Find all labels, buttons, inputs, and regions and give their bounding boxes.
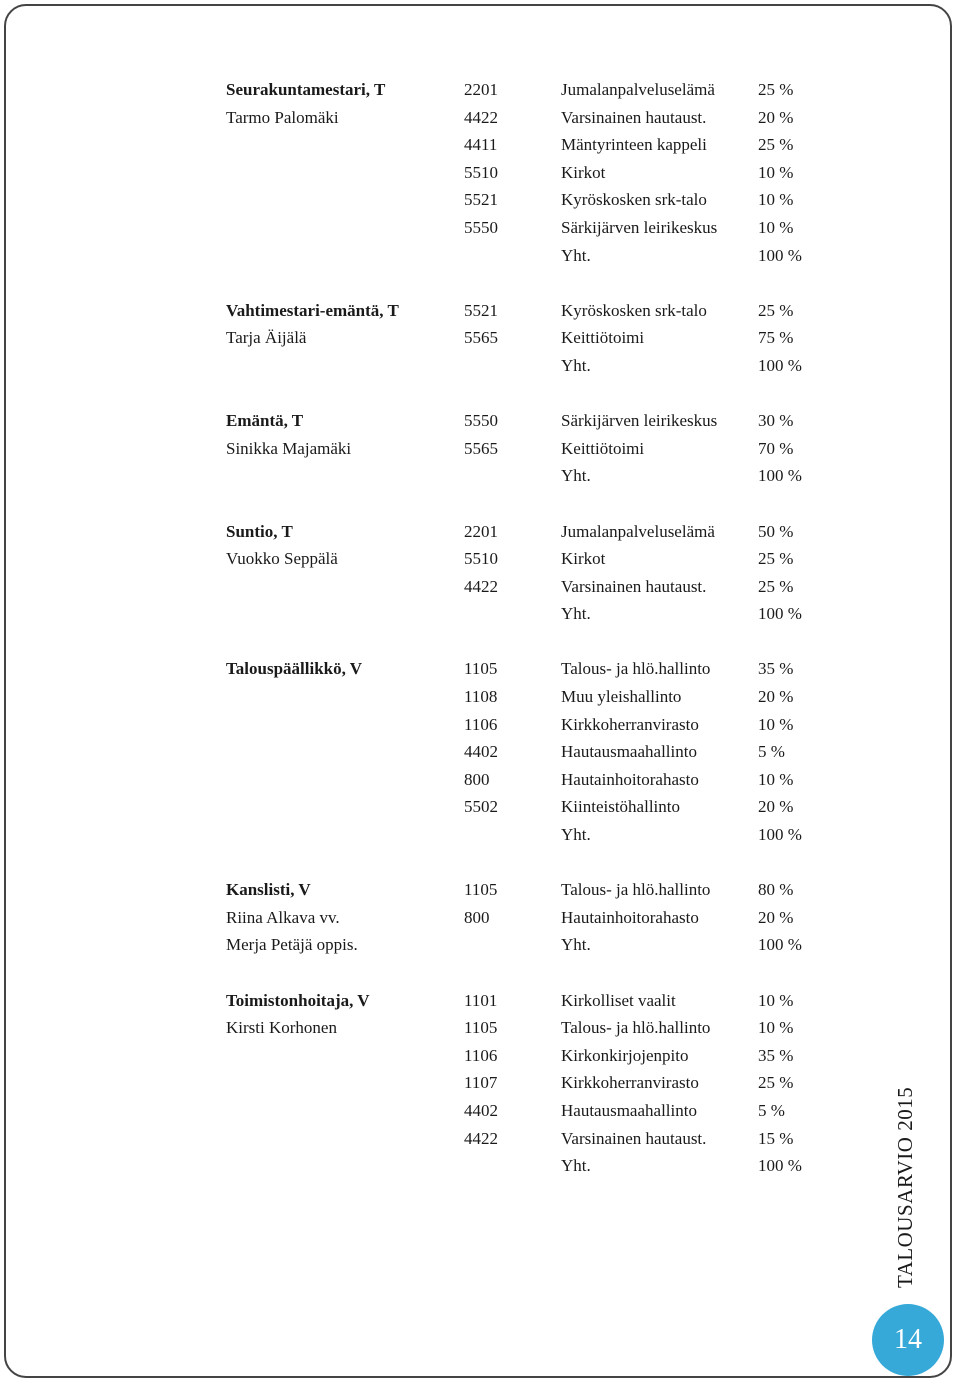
percentage-cell: 35 % bbox=[758, 1045, 794, 1065]
description-cell: Hautausmaahallinto bbox=[561, 1100, 697, 1120]
staff-allocation-table bbox=[226, 76, 866, 1207]
percentage-cell: 20 % bbox=[758, 687, 794, 707]
employee-cell: Kirsti Korhonen bbox=[226, 1018, 337, 1038]
description-cell: Yht. bbox=[561, 1156, 591, 1176]
percentage-cell: 10 % bbox=[758, 217, 794, 237]
table-row bbox=[226, 683, 866, 711]
description-cell: Jumalanpalveluselämä bbox=[561, 80, 715, 99]
percentage-cell: 20 % bbox=[758, 797, 794, 817]
table-row bbox=[226, 793, 866, 821]
account-code-cell: 5550 bbox=[464, 411, 498, 431]
percentage-cell: 100 % bbox=[758, 604, 802, 624]
description-cell: Kirkot bbox=[561, 162, 606, 182]
description-cell: Talous- ja hlö.hallinto bbox=[561, 659, 711, 679]
description-cell: Kyröskosken srk-talo bbox=[561, 190, 707, 210]
description-cell: Hautainhoitorahasto bbox=[561, 769, 699, 789]
description-cell: Kyröskosken srk-talo bbox=[561, 300, 707, 320]
percentage-cell: 25 % bbox=[758, 1073, 794, 1093]
table-row bbox=[226, 435, 866, 463]
account-code-cell: 4402 bbox=[464, 742, 498, 762]
table-row bbox=[226, 766, 866, 794]
percentage-cell: 10 % bbox=[758, 714, 794, 734]
percentage-cell: 10 % bbox=[758, 990, 794, 1010]
percentage-cell: 5 % bbox=[758, 742, 785, 762]
table-row bbox=[226, 1097, 866, 1125]
percentage-cell: 5 % bbox=[758, 1100, 785, 1120]
percentage-cell: 80 % bbox=[758, 880, 794, 900]
table-row bbox=[226, 518, 866, 546]
table-row bbox=[226, 987, 866, 1015]
percentage-cell: 50 % bbox=[758, 521, 794, 541]
staff-section bbox=[226, 297, 866, 380]
percentage-cell: 100 % bbox=[758, 1156, 802, 1176]
description-cell: Jumalanpalveluselämä bbox=[561, 521, 715, 541]
description-cell: Talous- ja hlö.hallinto bbox=[561, 1018, 711, 1038]
description-cell: Kirkkoherranvirasto bbox=[561, 1073, 699, 1093]
account-code-cell: 4422 bbox=[464, 107, 498, 127]
description-cell: Kirkonkirjojenpito bbox=[561, 1045, 689, 1065]
description-cell: Hautausmaahallinto bbox=[561, 742, 697, 762]
description-cell: Hautainhoitorahasto bbox=[561, 907, 699, 927]
description-cell: Yht. bbox=[561, 245, 591, 265]
page-number-badge bbox=[872, 1304, 944, 1376]
employee-cell: Vahtimestari-emäntä, T bbox=[226, 300, 399, 320]
table-row bbox=[226, 1014, 866, 1042]
staff-section bbox=[226, 76, 866, 269]
table-row bbox=[226, 655, 866, 683]
description-cell: Särkijärven leirikeskus bbox=[561, 411, 718, 431]
table-row bbox=[226, 462, 866, 490]
description-cell: Muu yleishallinto bbox=[561, 687, 682, 707]
description-cell: Yht. bbox=[561, 466, 591, 486]
percentage-cell: 35 % bbox=[758, 659, 794, 679]
account-code-cell: 5521 bbox=[464, 300, 498, 320]
table-row bbox=[226, 1125, 866, 1153]
account-code-cell: 1107 bbox=[464, 1073, 498, 1093]
percentage-cell: 25 % bbox=[758, 135, 794, 155]
percentage-cell: 100 % bbox=[758, 245, 802, 265]
employee-cell: Tarmo Palomäki bbox=[226, 107, 339, 127]
percentage-cell: 20 % bbox=[758, 907, 794, 927]
description-cell: Keittiötoimi bbox=[561, 328, 645, 348]
employee-cell: Seurakuntamestari, T bbox=[226, 80, 386, 99]
staff-section bbox=[226, 407, 866, 490]
employee-cell: Kanslisti, V bbox=[226, 880, 311, 900]
employee-cell: Toimistonhoitaja, V bbox=[226, 990, 370, 1010]
account-code-cell: 1101 bbox=[464, 990, 498, 1010]
description-cell: Varsinainen hautaust. bbox=[561, 576, 707, 596]
table-row bbox=[226, 1042, 866, 1070]
account-code-cell: 800 bbox=[464, 907, 490, 927]
account-code-cell: 1106 bbox=[464, 1045, 498, 1065]
account-code-cell: 5510 bbox=[464, 549, 498, 569]
table-row bbox=[226, 821, 866, 849]
percentage-cell: 70 % bbox=[758, 438, 794, 458]
staff-section bbox=[226, 655, 866, 848]
percentage-cell: 10 % bbox=[758, 162, 794, 182]
table-row bbox=[226, 407, 866, 435]
percentage-cell: 10 % bbox=[758, 1018, 794, 1038]
description-cell: Varsinainen hautaust. bbox=[561, 1128, 707, 1148]
employee-cell: Vuokko Seppälä bbox=[226, 549, 338, 569]
percentage-cell: 10 % bbox=[758, 769, 794, 789]
table-row bbox=[226, 76, 866, 104]
table-row bbox=[226, 573, 866, 601]
table-row bbox=[226, 352, 866, 380]
table-row bbox=[226, 159, 866, 187]
side-title: TALOUSARVIO 2015 bbox=[893, 1086, 917, 1288]
table-row bbox=[226, 324, 866, 352]
percentage-cell: 100 % bbox=[758, 825, 802, 845]
table-row bbox=[226, 711, 866, 739]
account-code-cell: 2201 bbox=[464, 521, 498, 541]
table-row bbox=[226, 1152, 866, 1180]
percentage-cell: 25 % bbox=[758, 80, 794, 99]
description-cell: Varsinainen hautaust. bbox=[561, 107, 707, 127]
account-code-cell: 4422 bbox=[464, 576, 498, 596]
table-row bbox=[226, 104, 866, 132]
description-cell: Yht. bbox=[561, 935, 591, 955]
account-code-cell: 2201 bbox=[464, 80, 498, 99]
percentage-cell: 100 % bbox=[758, 935, 802, 955]
table-row bbox=[226, 297, 866, 325]
employee-cell: Sinikka Majamäki bbox=[226, 438, 352, 458]
description-cell: Kirkkoherranvirasto bbox=[561, 714, 699, 734]
description-cell: Yht. bbox=[561, 604, 591, 624]
description-cell: Mäntyrinteen kappeli bbox=[561, 135, 707, 155]
table-row bbox=[226, 214, 866, 242]
account-code-cell: 5550 bbox=[464, 217, 498, 237]
account-code-cell: 1105 bbox=[464, 880, 498, 900]
employee-cell: Talouspäällikkö, V bbox=[226, 659, 363, 679]
percentage-cell: 100 % bbox=[758, 355, 802, 375]
table-row bbox=[226, 876, 866, 904]
account-code-cell: 1105 bbox=[464, 1018, 498, 1038]
description-cell: Särkijärven leirikeskus bbox=[561, 217, 718, 237]
description-cell: Talous- ja hlö.hallinto bbox=[561, 880, 711, 900]
account-code-cell: 5521 bbox=[464, 190, 498, 210]
employee-cell: Riina Alkava vv. bbox=[226, 907, 340, 927]
description-cell: Yht. bbox=[561, 825, 591, 845]
account-code-cell: 5565 bbox=[464, 328, 498, 348]
percentage-cell: 25 % bbox=[758, 549, 794, 569]
table-row bbox=[226, 1069, 866, 1097]
account-code-cell: 5565 bbox=[464, 438, 498, 458]
table-row bbox=[226, 545, 866, 573]
percentage-cell: 100 % bbox=[758, 466, 802, 486]
percentage-cell: 25 % bbox=[758, 576, 794, 596]
description-cell: Kirkot bbox=[561, 549, 606, 569]
account-code-cell: 800 bbox=[464, 769, 490, 789]
account-code-cell: 5510 bbox=[464, 162, 498, 182]
table-row bbox=[226, 186, 866, 214]
employee-cell: Suntio, T bbox=[226, 521, 293, 541]
table-row bbox=[226, 931, 866, 959]
percentage-cell: 15 % bbox=[758, 1128, 794, 1148]
percentage-cell: 25 % bbox=[758, 300, 794, 320]
description-cell: Kiinteistöhallinto bbox=[561, 797, 680, 817]
percentage-cell: 75 % bbox=[758, 328, 794, 348]
employee-cell: Emäntä, T bbox=[226, 411, 304, 431]
table-row bbox=[226, 242, 866, 270]
description-cell: Yht. bbox=[561, 355, 591, 375]
percentage-cell: 20 % bbox=[758, 107, 794, 127]
staff-section bbox=[226, 876, 866, 959]
staff-section bbox=[226, 518, 866, 628]
account-code-cell: 1108 bbox=[464, 687, 498, 707]
description-cell: Keittiötoimi bbox=[561, 438, 645, 458]
page-number: 14 bbox=[894, 1324, 922, 1355]
account-code-cell: 4422 bbox=[464, 1128, 498, 1148]
employee-cell: Merja Petäjä oppis. bbox=[226, 935, 358, 955]
table-row bbox=[226, 600, 866, 628]
account-code-cell: 4402 bbox=[464, 1100, 498, 1120]
staff-section bbox=[226, 987, 866, 1180]
employee-cell: Tarja Äijälä bbox=[226, 328, 307, 348]
table-row bbox=[226, 738, 866, 766]
description-cell: Kirkolliset vaalit bbox=[561, 990, 676, 1010]
table-row bbox=[226, 904, 866, 932]
account-code-cell: 1105 bbox=[464, 659, 498, 679]
account-code-cell: 5502 bbox=[464, 797, 498, 817]
account-code-cell: 4411 bbox=[464, 135, 498, 155]
percentage-cell: 10 % bbox=[758, 190, 794, 210]
table-row bbox=[226, 131, 866, 159]
account-code-cell: 1106 bbox=[464, 714, 498, 734]
percentage-cell: 30 % bbox=[758, 411, 794, 431]
